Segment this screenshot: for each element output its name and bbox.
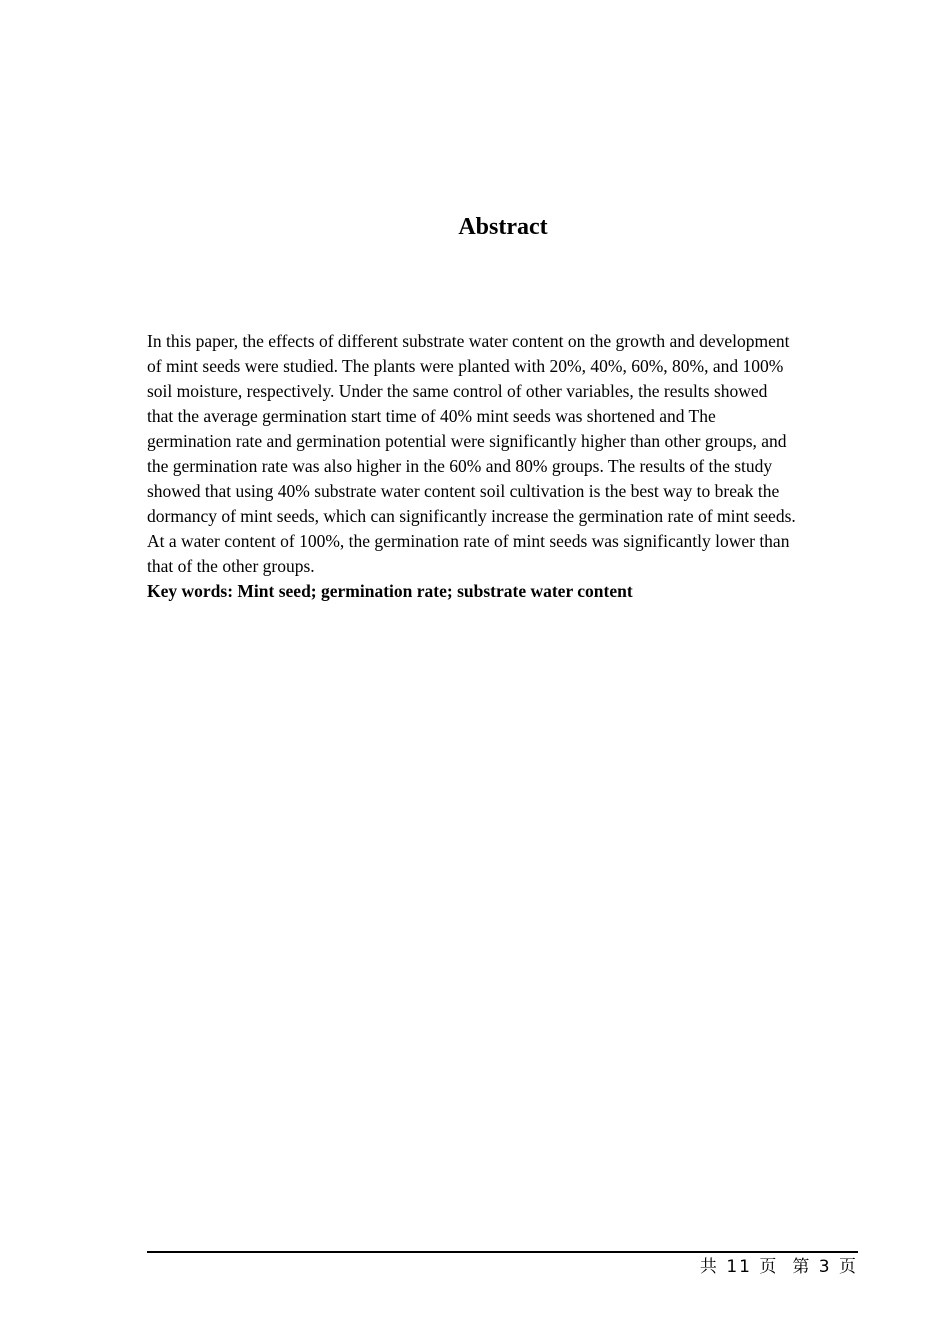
page-title: Abstract bbox=[458, 214, 548, 240]
abstract-line: dormancy of mint seeds, which can significantly increase the germination rate of mint seeds. bbox=[147, 506, 796, 526]
abstract-line: In this paper, the effects of different substrate water content on the growth and development bbox=[147, 331, 790, 351]
abstract-line: of mint seeds were studied. The plants were planted with 20%, 40%, 60%, 80%, and 100% bbox=[147, 356, 784, 376]
abstract-line: the germination rate was also higher in the 60% and 80% groups. The results of the study bbox=[147, 456, 773, 476]
abstract-body bbox=[147, 329, 867, 604]
abstract-line: At a water content of 100%, the germination rate of mint seeds was significantly lower than bbox=[147, 531, 790, 551]
abstract-line: that the average germination start time of 40% mint seeds was shortened and The bbox=[147, 406, 716, 426]
abstract-line: soil moisture, respectively. Under the same control of other variables, the results showed bbox=[147, 381, 768, 401]
abstract-line: showed that using 40% substrate water content soil cultivation is the best way to break the bbox=[147, 481, 780, 501]
abstract-line: that of the other groups. bbox=[147, 556, 315, 576]
footer-divider bbox=[147, 1251, 858, 1253]
page-footer bbox=[700, 1255, 858, 1279]
abstract-line: germination rate and germination potential were significantly higher than other groups, and bbox=[147, 431, 787, 451]
keywords: Key words: Mint seed; germination rate; substrate water content bbox=[147, 581, 633, 601]
total-pages-label: 共 11 页 bbox=[699, 1257, 779, 1277]
current-page-label: 第 3 页 bbox=[792, 1257, 858, 1277]
